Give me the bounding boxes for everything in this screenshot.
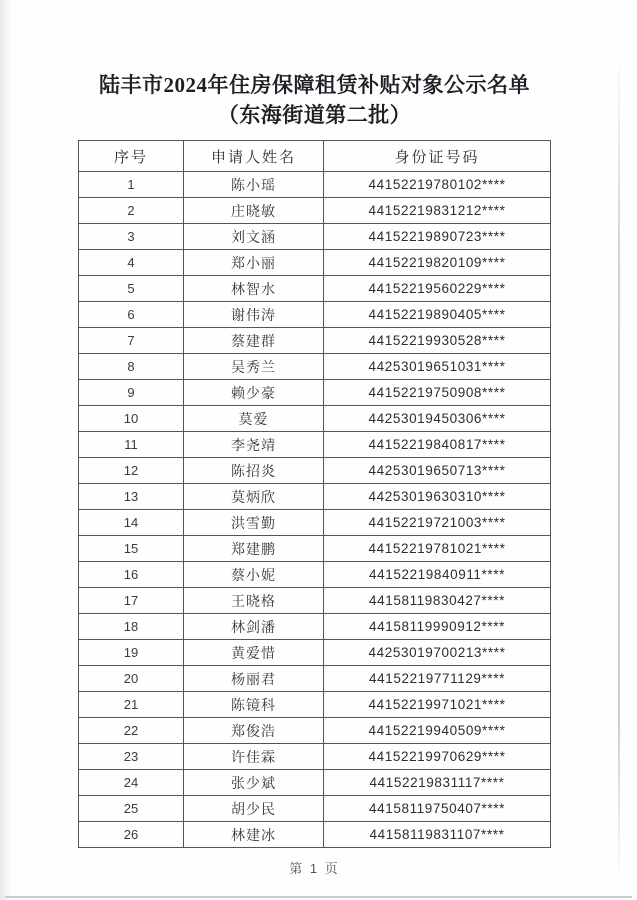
cell-name: 黄爱惜 (184, 640, 324, 666)
cell-id: 44152219721003**** (324, 510, 551, 536)
recipients-table (78, 140, 551, 848)
table-row (79, 484, 551, 510)
cell-name: 林建冰 (184, 822, 324, 848)
cell-name: 陈镜科 (184, 692, 324, 718)
table-row (79, 770, 551, 796)
cell-name: 蔡小妮 (184, 562, 324, 588)
cell-seq: 2 (79, 198, 184, 224)
cell-id: 44152219840911**** (324, 562, 551, 588)
table-row (79, 432, 551, 458)
cell-seq: 12 (79, 458, 184, 484)
cell-name: 陈小瑶 (184, 172, 324, 198)
cell-name: 郑俊浩 (184, 718, 324, 744)
cell-seq: 11 (79, 432, 184, 458)
cell-id: 44152219970629**** (324, 744, 551, 770)
cell-seq: 15 (79, 536, 184, 562)
table-row (79, 380, 551, 406)
page-title (0, 70, 629, 130)
cell-name: 林智水 (184, 276, 324, 302)
header-name: 申请人姓名 (184, 141, 324, 172)
cell-name: 庄晓敏 (184, 198, 324, 224)
page-title-line1: 陆丰市2024年住房保障租赁补贴对象公示名单 (99, 73, 530, 97)
cell-seq: 24 (79, 770, 184, 796)
table-row (79, 666, 551, 692)
cell-seq: 23 (79, 744, 184, 770)
table-row (79, 198, 551, 224)
page-number: 第 1 页 (289, 861, 340, 876)
table-row (79, 172, 551, 198)
scan-edge-left (0, 0, 12, 900)
cell-seq: 26 (79, 822, 184, 848)
cell-id: 44152219840817**** (324, 432, 551, 458)
cell-seq: 22 (79, 718, 184, 744)
cell-seq: 3 (79, 224, 184, 250)
table-row (79, 796, 551, 822)
table-row (79, 718, 551, 744)
cell-name: 郑小丽 (184, 250, 324, 276)
cell-seq: 7 (79, 328, 184, 354)
cell-id: 44152219831212**** (324, 198, 551, 224)
cell-id: 44152219971021**** (324, 692, 551, 718)
cell-name: 赖少豪 (184, 380, 324, 406)
cell-name: 陈招炎 (184, 458, 324, 484)
cell-name: 刘文涵 (184, 224, 324, 250)
cell-name: 蔡建群 (184, 328, 324, 354)
cell-name: 林剑潘 (184, 614, 324, 640)
table-body (79, 172, 551, 848)
table-row (79, 536, 551, 562)
cell-id: 44152219820109**** (324, 250, 551, 276)
cell-name: 郑建鹏 (184, 536, 324, 562)
table-row (79, 744, 551, 770)
cell-id: 44253019651031**** (324, 354, 551, 380)
table-row (79, 458, 551, 484)
header-id: 身份证号码 (324, 141, 551, 172)
table-row (79, 510, 551, 536)
cell-seq: 8 (79, 354, 184, 380)
cell-name: 吴秀兰 (184, 354, 324, 380)
cell-id: 44253019700213**** (324, 640, 551, 666)
cell-seq: 21 (79, 692, 184, 718)
cell-id: 44253019650713**** (324, 458, 551, 484)
table-row (79, 224, 551, 250)
table-row (79, 328, 551, 354)
cell-seq: 25 (79, 796, 184, 822)
cell-name: 莫炳欣 (184, 484, 324, 510)
cell-seq: 10 (79, 406, 184, 432)
cell-id: 44152219890723**** (324, 224, 551, 250)
table-row (79, 354, 551, 380)
cell-seq: 18 (79, 614, 184, 640)
cell-id: 44152219890405**** (324, 302, 551, 328)
scan-edge-right (618, 50, 620, 885)
cell-id: 44152219930528**** (324, 328, 551, 354)
cell-name: 洪雪勤 (184, 510, 324, 536)
cell-seq: 19 (79, 640, 184, 666)
cell-seq: 5 (79, 276, 184, 302)
cell-id: 44152219831117**** (324, 770, 551, 796)
cell-name: 杨丽君 (184, 666, 324, 692)
cell-seq: 9 (79, 380, 184, 406)
table-row (79, 822, 551, 848)
cell-name: 莫爱 (184, 406, 324, 432)
cell-name: 胡少民 (184, 796, 324, 822)
cell-seq: 6 (79, 302, 184, 328)
table-row (79, 276, 551, 302)
table-row (79, 640, 551, 666)
cell-id: 44152219781021**** (324, 536, 551, 562)
cell-id: 44253019450306**** (324, 406, 551, 432)
cell-seq: 20 (79, 666, 184, 692)
cell-id: 44158119831107**** (324, 822, 551, 848)
cell-id: 44152219560229**** (324, 276, 551, 302)
cell-name: 许佳霖 (184, 744, 324, 770)
cell-id: 44152219940509**** (324, 718, 551, 744)
cell-name: 李尧靖 (184, 432, 324, 458)
cell-id: 44152219771129**** (324, 666, 551, 692)
table-row (79, 588, 551, 614)
table-row (79, 614, 551, 640)
table-row (79, 562, 551, 588)
cell-seq: 17 (79, 588, 184, 614)
cell-name: 谢伟涛 (184, 302, 324, 328)
table-row (79, 406, 551, 432)
cell-name: 王晓格 (184, 588, 324, 614)
table-row (79, 302, 551, 328)
table-row (79, 250, 551, 276)
cell-id: 44158119830427**** (324, 588, 551, 614)
cell-seq: 14 (79, 510, 184, 536)
scan-edge-bottom (5, 896, 632, 898)
cell-id: 44158119750407**** (324, 796, 551, 822)
cell-id: 44253019630310**** (324, 484, 551, 510)
page-title-line2: （东海街道第二批） (217, 103, 412, 127)
table-header-row (79, 141, 551, 172)
cell-seq: 16 (79, 562, 184, 588)
cell-id: 44152219750908**** (324, 380, 551, 406)
cell-seq: 13 (79, 484, 184, 510)
header-seq: 序号 (79, 141, 184, 172)
cell-seq: 1 (79, 172, 184, 198)
cell-seq: 4 (79, 250, 184, 276)
table-row (79, 692, 551, 718)
cell-id: 44158119990912**** (324, 614, 551, 640)
cell-id: 44152219780102**** (324, 172, 551, 198)
cell-name: 张少斌 (184, 770, 324, 796)
